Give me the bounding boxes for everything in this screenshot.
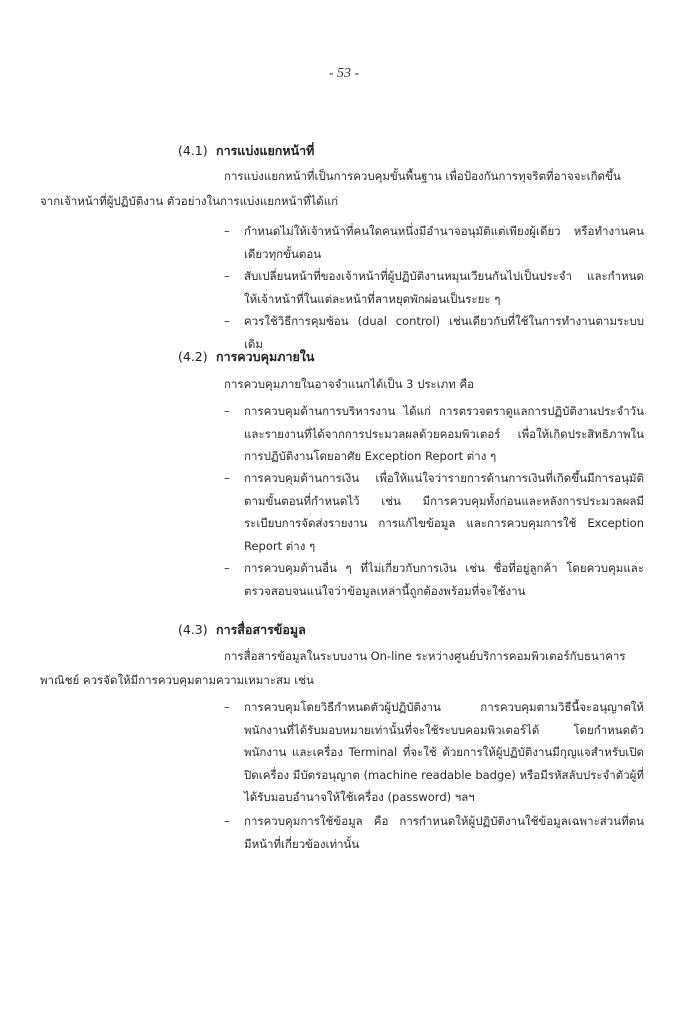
section-title: การสื่อสารข้อมูล [216,622,306,637]
list-item: – สับเปลี่ยนหน้าที่ของเจ้าหน้าที่ผู้ปฏิบัติงานหมุนเวียนกันไปเป็นประจำ และกำหนดให้เจ้าหน้าที่ในแต่ละหน้าที่ลาหยุดพักผ่อนเป็นระยะ ๆ [224,265,644,310]
section-title: การแบ่งแยกหน้าที่ [216,143,315,158]
list-item: – ควรใช้วิธีการคุมซ้อน (dual control) เช่นเดียวกับที่ใช้ในการทำงานตามระบบเดิม [224,310,644,355]
list-item: – การควบคุมการใช้ข้อมูล คือ การกำหนดให้ผู้ปฏิบัติงานใช้ข้อมูลเฉพาะส่วนที่ตนมีหน้าที่เกี่ยวข้องเท่านั้น [224,810,644,855]
section-number: (4.3) [178,622,208,637]
dash-bullet: – [224,561,230,575]
list-item: – การควบคุมด้านการบริหารงาน ได้แก่ การตรวจตราดูแลการปฏิบัติงานประจำวันและรายงานที่ได้จากการประมวลผลด้วยคอมพิวเตอร์ เพื่อให้เกิดประสิทธิภาพในการปฏิบัติงานโดยอาศัย Exception Report ต่าง ๆ [224,400,644,468]
section-number: (4.2) [178,349,208,364]
dash-bullet: – [224,814,230,828]
list-item: – การควบคุมด้านการเงิน เพื่อให้แน่ใจว่ารายการด้านการเงินที่เกิดขึ้นมีการอนุมัติตามขั้นตอนที่กำหนดไว้ เช่น มีการควบคุมทั้งก่อนและหลังการประมวลผลมีระเบียบการจัดส่งรายงาน การแก้ไขข้อมูล และการควบคุมการใช้ Exception Report ต่าง ๆ [224,467,644,557]
section-title: การควบคุมภายใน [216,349,315,364]
dash-bullet: – [224,404,230,418]
dash-bullet: – [224,224,230,238]
section-heading-4-1 [178,141,314,161]
dash-bullet: – [224,314,230,328]
paragraph-line: จากเจ้าหน้าที่ผู้ปฏิบัติงาน ตัวอย่างในการแบ่งแยกหน้าที่ได้แก่ [40,194,339,208]
dash-bullet: – [224,700,230,714]
paragraph-line: การควบคุมภายในอาจจำแนกได้เป็น 3 ประเภท คือ [224,377,475,391]
paragraph-line: การสื่อสารข้อมูลในระบบงาน On-line ระหว่างศูนย์บริการคอมพิวเตอร์กับธนาคาร [224,649,626,663]
page-number: - 53 - [328,66,360,81]
list-item: – กำหนดไม่ให้เจ้าหน้าที่คนใดคนหนึ่งมีอำนาจอนุมัติแต่เพียงผู้เดียว หรือทำงานคนเดียวทุกขั้นตอน [224,220,644,265]
dash-bullet: – [224,471,230,485]
section-heading-4-3 [178,620,306,640]
section-number: (4.1) [178,143,208,158]
list-item: – การควบคุมโดยวิธีกำหนดตัวผู้ปฏิบัติงาน การควบคุมตามวิธีนี้จะอนุญาตให้พนักงานที่ได้รับมอบหมายเท่านั้นที่จะใช้ระบบคอมพิวเตอร์ได้ โดยกำหนดตัวพนักงาน และเครื่อง Terminal ที่จะใช้ ด้วยการให้ผู้ปฏิบัติงานมีกุญแจสำหรับเปิดปิดเครื่อง มีบัตรอนุญาต (machine readable badge) หรือมีรหัสลับประจำตัวผู้ที่ ได้รับมอบอำนาจให้ใช้เครื่อง (password) ฯลฯ [224,696,644,809]
paragraph-line: พาณิชย์ ควรจัดให้มีการควบคุมตามความเหมาะสม เช่น [40,673,314,687]
paragraph-line: การแบ่งแยกหน้าที่เป็นการควบคุมขั้นพื้นฐาน เพื่อป้องกันการทุจริตที่อาจจะเกิดขึ้น [224,169,621,183]
section-heading-4-2 [178,347,314,367]
list-item: – การควบคุมด้านอื่น ๆ ที่ไม่เกี่ยวกับการเงิน เช่น ชื่อที่อยู่ลูกค้า โดยควบคุมและตรวจสอบจนแน่ใจว่าข้อมูลเหล่านี้ถูกต้องพร้อมที่จะใช้งาน [224,557,644,602]
dash-bullet: – [224,269,230,283]
